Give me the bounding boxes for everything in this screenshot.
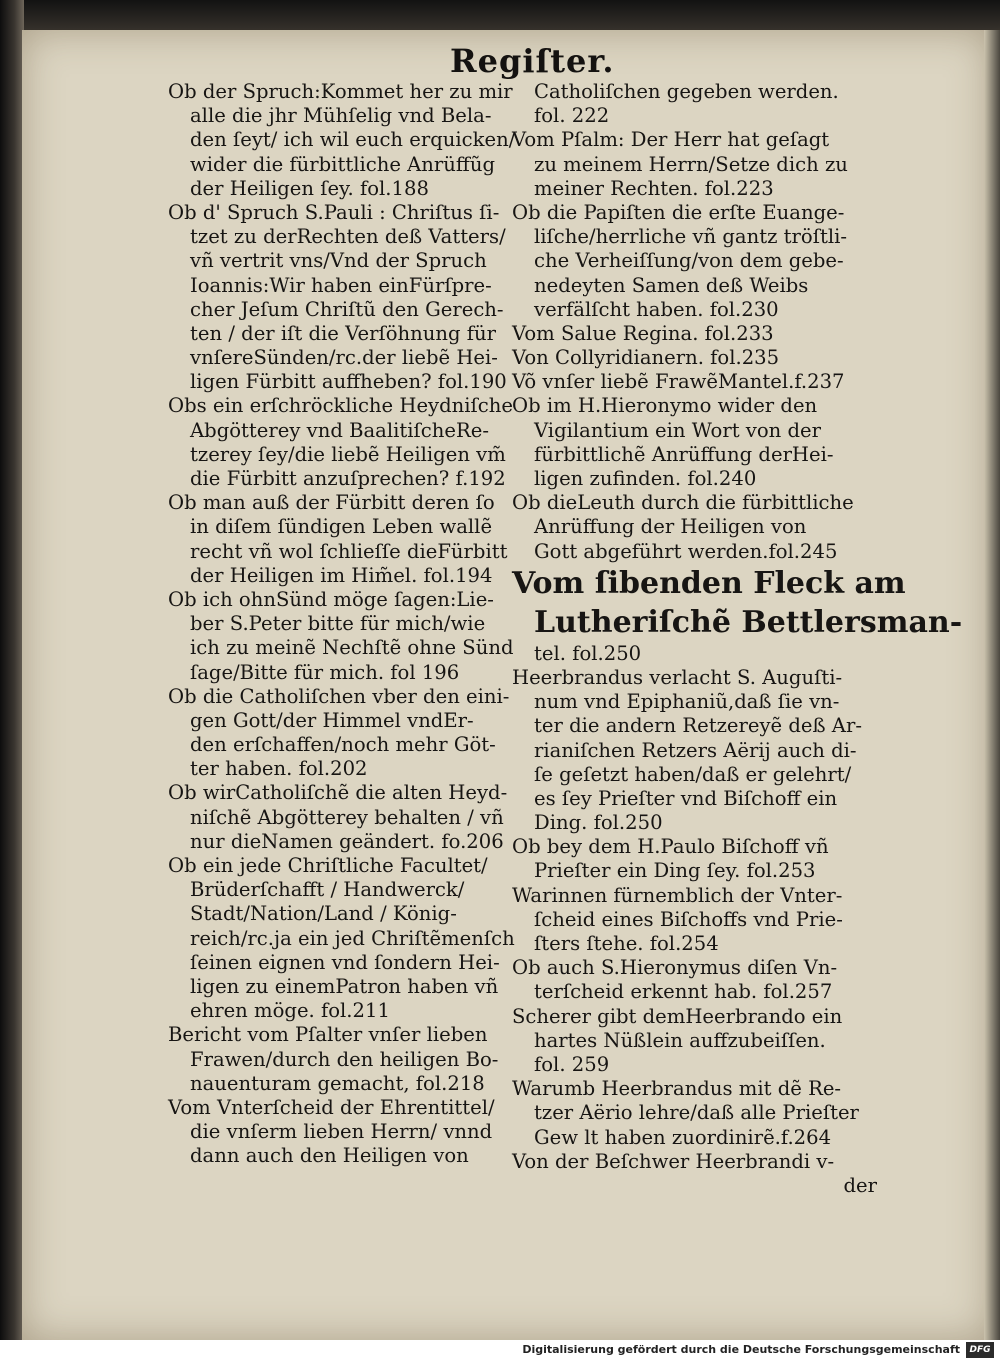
register-entry-line: recht vñ wol ſchlieſſe dieFürbitt	[190, 539, 508, 563]
register-entry-line: tzet zu derRechten deß Vatters/	[190, 225, 506, 249]
register-entry-line: Ob der Spruch:Kommet her zu mir	[168, 80, 513, 103]
digitization-footer	[0, 1340, 1000, 1361]
register-entry-line: dann auch den Heiligen von	[190, 1144, 469, 1168]
register-entry-line: Vigilantium ein Wort von der	[534, 418, 822, 442]
register-column-right	[512, 80, 963, 1198]
register-entry-line: Obs ein erſchröckliche Heydniſche	[168, 394, 513, 418]
register-entry-line: fürbittlichẽ Anrüffung derHei-	[534, 442, 834, 466]
register-entry-line: Ob im H.Hieronymo wider den	[512, 394, 818, 418]
register-entry-line: ligen zufinden. fol.240	[534, 467, 757, 490]
register-entry-line: Brüderſchafft / Handwerck/	[190, 878, 465, 902]
register-entry-line: che Verheiſſung/von dem gebe-	[534, 249, 844, 273]
register-entry-line: Vom Pſalm: Der Herr hat geſagt	[512, 128, 830, 152]
register-entry-line: terſcheid erkennt hab. fol.257	[534, 980, 833, 1004]
register-entry-line: ſters ſtehe. fol.254	[534, 932, 719, 955]
register-entry-line: ter haben. fol.202	[190, 757, 368, 781]
register-entry-line: Ob dieLeuth durch die fürbittliche	[512, 491, 854, 515]
scan-border-top	[0, 0, 1000, 34]
page-header-title: Regiſter.	[450, 42, 615, 80]
register-entry-line: meiner Rechten. fol.223	[534, 176, 774, 200]
register-entry-line: hartes Nüßlein auffzubeiſſen.	[534, 1028, 826, 1052]
register-entry-line: rianiſchen Retzers Aërij auch di-	[534, 738, 857, 762]
register-entry-line: den erſchaffen/noch mehr Göt-	[190, 733, 496, 757]
register-entry-line: Bericht vom Pſalter vnſer lieben	[168, 1023, 488, 1047]
register-entry-line: vñ vertrit vns/Vnd der Spruch	[190, 249, 487, 273]
register-entry-line: es ſey Prieſter vnd Biſchoff ein	[534, 786, 838, 810]
register-entry-line: niſchẽ Abgötterey behalten / vñ	[190, 805, 504, 829]
register-entry-line: tzer Aërio lehre/daß alle Prieſter	[534, 1101, 859, 1125]
register-entry-line: Heerbrandus verlacht S. Auguſti-	[512, 665, 843, 689]
register-entry-line: Ob ich ohnSünd möge ſagen:Lie-	[168, 587, 494, 611]
register-entry-line: fol. 259	[534, 1052, 610, 1076]
register-entry-line: Ioannis:Wir haben einFürſpre-	[190, 273, 492, 297]
register-entry-line: Vom ſibenden Fleck am	[512, 565, 906, 601]
register-entry-line: Gott abgeführt werden.fol.245	[534, 539, 838, 563]
register-entry-line: tel. fol.250	[534, 641, 642, 665]
register-column-left	[168, 80, 528, 1168]
register-entry-line: Von Collyridianern. fol.235	[512, 346, 780, 370]
register-entry-line: ligen Fürbitt auffheben? fol.190	[190, 370, 507, 394]
register-entry-line: Ob auch S.Hieronymus diſen Vn-	[512, 956, 838, 980]
register-entry-line: Vom Salue Regina. fol.233	[512, 321, 774, 345]
register-entry-line: ehren möge. fol.211	[190, 999, 390, 1023]
register-entry-line: Ob d' Spruch S.Pauli : Chriſtus ſi-	[168, 200, 500, 224]
register-entry-line: verfälſcht haben. fol.230	[534, 297, 779, 321]
register-entry-line: Frawen/durch den heiligen Bo-	[190, 1047, 499, 1071]
register-entry-line: nedeyten Samen deß Weibs	[534, 273, 809, 297]
register-entry-line: der	[843, 1173, 877, 1197]
register-entry-line: tzerey ſey/die liebẽ Heiligen vm̃	[190, 442, 506, 466]
register-entry-line: Ob wirCatholiſchẽ die alten Heyd-	[168, 781, 508, 805]
register-entry-line: Warinnen fürnemblich der Vnter-	[512, 883, 843, 907]
register-entry-line: wider die fürbittliche Anrüffũg	[190, 152, 495, 176]
register-entry-line: gen Gott/der Himmel vndEr-	[190, 708, 474, 732]
page-edge	[984, 30, 1000, 1340]
register-entry-line: ſcheid eines Biſchoffs vnd Prie-	[534, 907, 843, 931]
register-entry-line: Catholiſchen gegeben werden.	[534, 80, 839, 103]
register-entry-line: die vnſerm lieben Herrn/ vnnd	[190, 1120, 493, 1144]
register-entry-line: nur dieNamen geändert. fo.206	[190, 829, 504, 853]
register-entry-line: ten / der iſt die Verſöhnung für	[190, 321, 496, 345]
register-entry-line: Ob die Catholiſchen vber den eini-	[168, 684, 510, 708]
register-entry-line: der Heiligen ſey. fol.188	[190, 176, 429, 200]
register-entry-line: ſage/Bitte für mich. fol 196	[190, 660, 460, 684]
register-entry-line: den ſeyt/ ich wil euch erquicken/	[190, 128, 516, 152]
register-entry-line: Scherer gibt demHeerbrando ein	[512, 1004, 843, 1028]
register-entry-line: Ob man auß der Fürbitt deren ſo	[168, 491, 495, 515]
register-entry-line: Prieſter ein Ding ſey. fol.253	[534, 859, 816, 883]
register-entry-line: Lutheriſchẽ Bettlersman-	[534, 604, 963, 640]
register-entry-line: Von der Beſchwer Heerbrandi v-	[512, 1149, 835, 1173]
register-entry-line: Abgötterey vnd BaalitiſcheRe-	[190, 418, 489, 442]
register-entry-line: zu meinem Herrn/Setze dich zu	[534, 152, 848, 176]
register-entry-line: Ob bey dem H.Paulo Biſchoff vñ	[512, 835, 829, 859]
register-entry-line: Ob die Papiſten die erſte Euange-	[512, 200, 845, 224]
register-entry-line: ter die andern Retzereyẽ deß Ar-	[534, 714, 862, 738]
register-entry-line: nauenturam gemacht, fol.218	[190, 1071, 485, 1095]
register-entry-line: ſeinen eignen vnd ſondern Hei-	[190, 950, 500, 974]
register-entry-line: ſe geſetzt haben/daß er gelehrt/	[534, 762, 852, 786]
footer-credit-text: Digitalisierung gefördert durch die Deutsche Forschungsgemeinschaft	[522, 1343, 960, 1356]
register-entry-line: Vom Vnterſcheid der Ehrentittel/	[168, 1095, 495, 1119]
register-entry-line: cher Jeſum Chriſtũ den Gerech-	[190, 297, 504, 321]
register-entry-line: ber S.Peter bitte für mich/wie	[190, 612, 486, 636]
register-entry-line: liſche/herrliche vñ gantz tröſtli-	[534, 225, 847, 249]
register-entry-line: in diſem ſündigen Leben wallẽ	[190, 515, 493, 539]
register-entry-line: Anrüffung der Heiligen von	[534, 515, 807, 539]
register-entry-line: Ding. fol.250	[534, 811, 663, 835]
register-entry-line: Ob ein jede Chriſtliche Facultet/	[168, 854, 488, 877]
register-entry-line: reich/rc.ja ein jed Chriſtẽmenſch	[190, 926, 515, 950]
register-entry-line: vnſereSünden/rc.der liebẽ Hei-	[190, 346, 498, 370]
register-entry-line: Võ vnſer liebẽ FrawẽMantel.f.237	[512, 370, 845, 394]
register-entry-line: die Fürbitt anzuſprechen? f.192	[190, 467, 506, 490]
register-entry-line: Gew lt haben zuordinirẽ.f.264	[534, 1125, 832, 1149]
register-entry-line: Stadt/Nation/Land / König-	[190, 902, 457, 926]
register-entry-line: alle die jhr Mühſelig vnd Bela-	[190, 104, 492, 128]
register-entry-line: fol. 222	[534, 104, 610, 128]
dfg-logo-icon: DFG	[966, 1342, 994, 1358]
scan-border-left	[0, 0, 24, 1340]
register-entry-line: ich zu meinẽ Nechſtẽ ohne Sünd	[190, 636, 514, 660]
register-entry-line: num vnd Epiphaniũ,daß ſie vn-	[534, 690, 840, 714]
register-entry-line: der Heiligen im Him̃el. fol.194	[190, 563, 493, 587]
register-entry-line: Warumb Heerbrandus mit dẽ Re-	[512, 1077, 842, 1101]
register-entry-line: ligen zu einemPatron haben vñ	[190, 974, 499, 998]
